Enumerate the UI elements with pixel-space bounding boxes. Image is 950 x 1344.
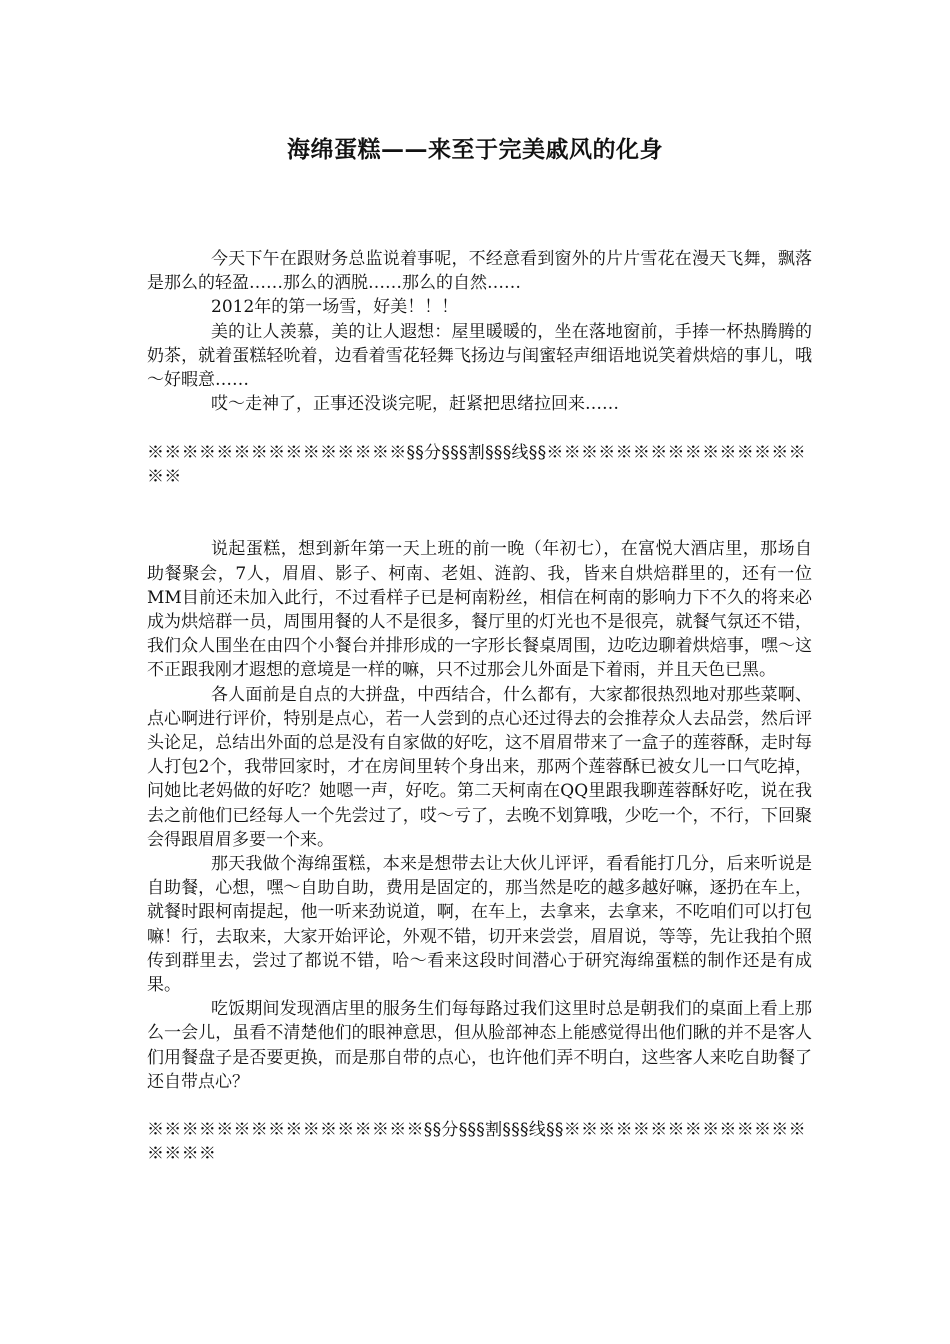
spacer [147, 489, 812, 513]
spacer [147, 416, 812, 440]
story-paragraph-3: 那天我做个海绵蛋糕，本来是想带去让大伙儿评评，看看能打几分，后来听说是自助餐，心想，嘿～自助自助，费用是固定的，那当然是吃的越多越好嘛，逐扔在车上，就餐时跟柯南提起，他一听来劲说道，啊，在车上，去拿来，去拿来，不吃咱们可以打包嘛！行，去取来，大家开始评论，外观不错，切开来尝尝，眉眉说，等等，先让我拍个照传到群里去，尝过了都说不错，哈～看来这段时间潜心于研究海绵蛋糕的制作还是有成果。 [147, 854, 812, 996]
spacer [147, 513, 812, 537]
intro-paragraph-4: 哎～走神了，正事还没谈完呢，赶紧把思绪拉回来…… [211, 394, 619, 415]
intro-paragraph-3: 美的让人羡慕，美的让人遐想：屋里暖暖的，坐在落地窗前，手捧一杯热腾腾的奶茶，就着蛋糕轻吮着，边看着雪花轻舞飞扬边与闺蜜轻声细语地说笑着烘焙的事儿，哦～好暇意…… [147, 321, 812, 391]
intro-paragraph-2: 2012年的第一场雪，好美！！！ [211, 297, 459, 318]
document-title: 海绵蛋糕——来至于完美戚风的化身 [287, 136, 663, 163]
story-paragraph-2: 各人面前是自点的大拼盘，中西结合，什么都有，大家都很热烈地对那些菜啊、点心啊进行评价，特别是点心，若一人尝到的点心还过得去的会推荐众人去品尝，然后评头论足，总结出外面的总是没有自家做的好吃，这不眉眉带来了一盒子的莲蓉酥，走时每人打包2个，我带回家时，才在房间里转个身出来，那两个莲蓉酥已被女儿一口气吃掉，问她比老妈做的好吃？她嗯一声，好吃。第二天柯南在QQ里跟我聊莲蓉酥好吃，说在我去之前他们已经每人一个先尝过了，哎～亏了，去晚不划算哦，少吃一个，不行，下回聚会得跟眉眉多要一个来。 [147, 684, 812, 850]
section-separator: ※※※※※※※※※※※※※※※§§分§§§割§§§线§§※※※※※※※※※※※※※※※※※ [147, 442, 806, 487]
section-separator: ※※※※※※※※※※※※※※※※§§分§§§割§§§线§§※※※※※※※※※※※※※※※※※※ [147, 1120, 806, 1165]
spacer [147, 1094, 812, 1118]
intro-paragraph-1: 今天下午在跟财务总监说着事呢，不经意看到窗外的片片雪花在漫天飞舞，飘落是那么的轻盈……那么的洒脱……那么的自然…… [147, 249, 812, 294]
story-paragraph-4: 吃饭期间发现酒店里的服务生们每每路过我们这里时总是朝我们的桌面上看上那么一会儿，虽看不清楚他们的眼神意思，但从脸部神态上能感觉得出他们瞅的并不是客人们用餐盘子是否要更换，而是那自带的点心，也许他们弄不明白，这些客人来吃自助餐了还自带点心？ [147, 999, 812, 1092]
document-body [147, 247, 812, 1167]
story-paragraph-1: 说起蛋糕，想到新年第一天上班的前一晚（年初七），在富悦大酒店里，那场自助餐聚会，7人，眉眉、影子、柯南、老姐、涟韵、我，皆来自烘焙群里的，还有一位MM目前还未加入此行，不过看样子已是柯南粉丝，相信在柯南的影响力下不久的将来必成为烘焙群一员，周围用餐的人不是很多，餐厅里的灯光也不是很亮，就餐气氛还不错，我们众人围坐在由四个小餐台并排形成的一字形长餐桌周围，边吃边聊着烘焙事，嘿～这不正跟我刚才遐想的意境是一样的嘛，只不过那会儿外面是下着雨，并且天色已黑。 [147, 539, 812, 681]
